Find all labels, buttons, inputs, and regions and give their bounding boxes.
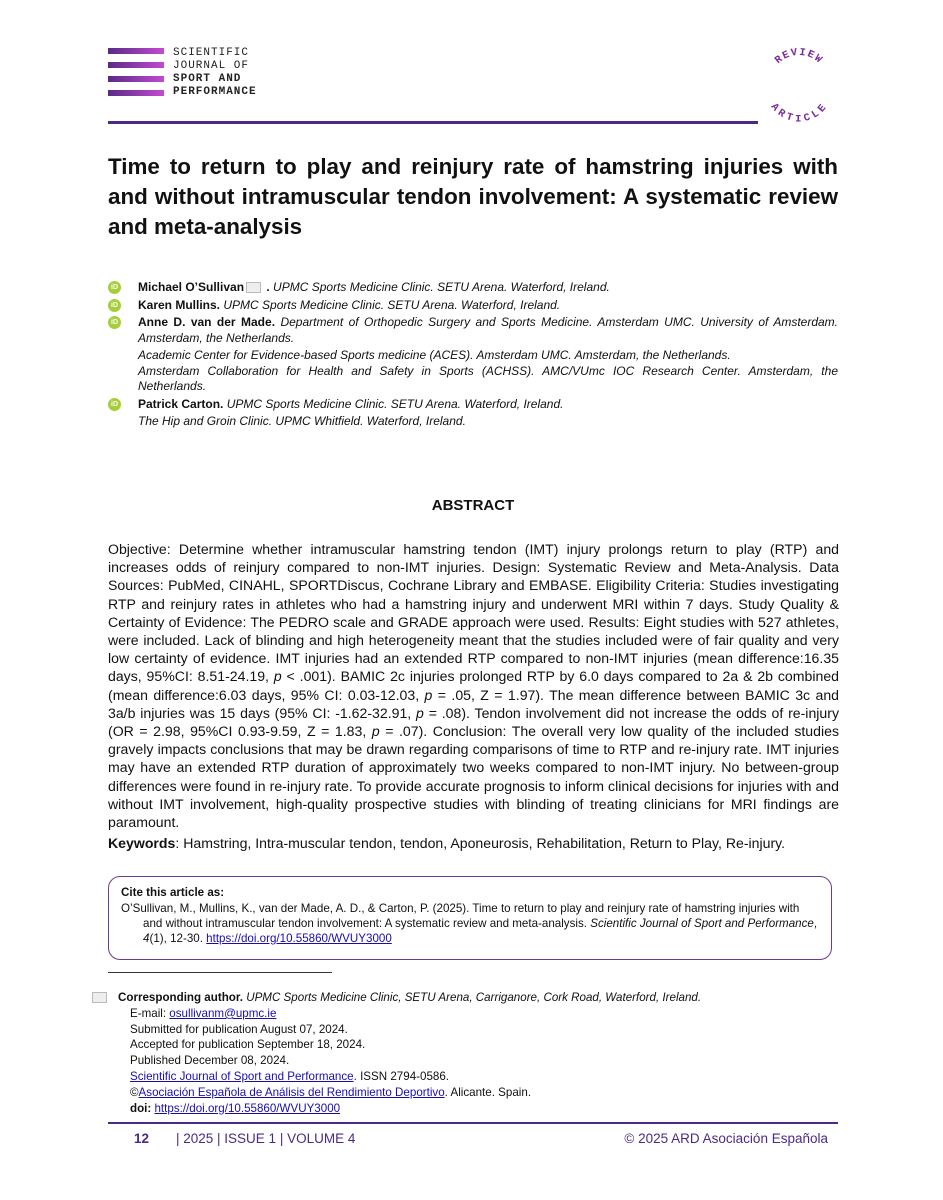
submitted-line: Submitted for publication August 07, 2024.	[130, 1022, 348, 1036]
doi-line	[108, 1101, 838, 1117]
journal-logo-bars	[108, 48, 166, 104]
logo-line-1: SCIENTIFIC	[173, 47, 250, 59]
orcid-icon[interactable]: iD	[108, 316, 121, 329]
article-title: Time to return to play and reinjury rate of hamstring injuries with and without intramuscular tendon involvement: A systematic review and meta-analysis	[108, 154, 838, 239]
cite-text	[121, 901, 819, 946]
abstract-heading: ABSTRACT	[431, 497, 515, 514]
cite-doi-link[interactable]: https://doi.org/10.55860/WVUY3000	[206, 932, 392, 945]
svg-text:REVIEW	[773, 47, 825, 67]
publisher-link[interactable]: Asociación Española de Análisis del Rendimiento Deportivo	[138, 1085, 445, 1099]
issn-line	[108, 1069, 838, 1085]
abstract-text	[108, 540, 839, 831]
page-number: 12	[134, 1131, 150, 1146]
envelope-icon	[92, 992, 107, 1003]
cite-volume: 4	[143, 932, 150, 945]
correspondence-block	[108, 990, 838, 1116]
badge-word-review: REVIEW	[772, 46, 826, 67]
svg-text:ARTICLE	[768, 101, 830, 125]
abstract-part: = .07). Conclusion: The overall very low quality of the included studies gravely impacts conclusions that may be drawn regarding comparisons of time to RTP and re-injury rate. IMT injuries may have an extended RTP duration of approximately two weeks compared to non-IMT injury. No between-group differences were found in re-injury rate. To provide accurate prognosis to inform clinical decisions for injuries with and without IMT involvement, high-quality prospective studies with blinding of treating clinicians for MRI findings are paramount.	[108, 723, 839, 831]
author-affiliation: UPMC Sports Medicine Clinic. SETU Arena. Waterford, Ireland.	[226, 396, 564, 411]
keywords-list: : Hamstring, Intra-muscular tendon, tendon, Aponeurosis, Rehabilitation, Return to Play, Re-injury.	[175, 835, 786, 851]
copyright-symbol: ©	[130, 1085, 139, 1099]
logo-line-3: SPORT AND	[173, 73, 242, 85]
publisher-place: . Alicante. Spain.	[444, 1085, 532, 1099]
author-suffix: .	[263, 280, 270, 294]
keywords-label: Keywords	[108, 835, 176, 851]
footnote-rule	[108, 972, 332, 973]
footer-copyright: © 2025 ARD Asociación Española	[624, 1131, 828, 1146]
abstract-part: < .001). BAMIC 2c injuries prolonged RTP by 6.0 days compared to 2a & 2b combined (mean difference:6.03 days, 95% CI: 0.03-12.03,	[108, 668, 839, 703]
email-line	[108, 1006, 838, 1022]
orcid-icon[interactable]: iD	[108, 281, 121, 294]
doi-link[interactable]: https://doi.org/10.55860/WVUY3000	[154, 1101, 341, 1115]
author-name: Patrick Carton.	[138, 396, 224, 411]
author-affiliation: UPMC Sports Medicine Clinic. SETU Arena. Waterford, Ireland.	[223, 297, 561, 312]
corresponding-author-line	[108, 990, 838, 1006]
author-3	[108, 315, 838, 346]
author-2	[108, 298, 838, 314]
abstract-italic: p	[424, 686, 433, 703]
badge-word-article: ARTICLE	[767, 101, 831, 126]
abstract-part: = .05, Z = 1.97). The mean difference between BAMIC 3c and 3a/b injuries was 15 days (95% CI: -1.62-32.91,	[108, 686, 839, 721]
cite-heading: Cite this article as:	[121, 886, 225, 899]
author-name: Anne D. van der Made.	[138, 315, 276, 329]
author-affiliation: UPMC Sports Medicine Clinic. SETU Arena. Waterford, Ireland.	[273, 280, 610, 294]
author-1	[108, 280, 838, 296]
logo-line-2: JOURNAL OF	[173, 60, 250, 72]
issue-info: | 2025 | ISSUE 1 | VOLUME 4	[176, 1131, 356, 1146]
author-name: Karen Mullins.	[138, 297, 221, 312]
publisher-line	[108, 1085, 838, 1101]
abstract-italic: p	[416, 704, 424, 721]
orcid-icon[interactable]: iD	[108, 299, 121, 312]
journal-logo-text	[173, 47, 257, 99]
author-affiliation: Department of Orthopedic Surgery and Sports Medicine. Amsterdam UMC. University of Amsterdam. Amsterdam, the Netherlands.	[138, 315, 838, 345]
author-affiliation-extra: Academic Center for Evidence-based Sports medicine (ACES). Amsterdam UMC. Amsterdam, the Netherlands.	[138, 348, 731, 362]
published-line: Published December 08, 2024.	[130, 1054, 290, 1068]
header-rule	[108, 121, 758, 124]
journal-link[interactable]: Scientific Journal of Sport and Performance	[130, 1069, 354, 1083]
cite-box	[108, 876, 832, 960]
issn-text: . ISSN 2794-0586.	[353, 1069, 450, 1083]
orcid-icon[interactable]: iD	[108, 398, 121, 411]
author-affiliation-extra: Amsterdam Collaboration for Health and Safety in Sports (ACHSS). AMC/VUmc IOC Research Center. Amsterdam, the Netherlands.	[138, 363, 838, 393]
email-link[interactable]: osullivanm@upmc.ie	[169, 1006, 277, 1020]
author-4	[108, 397, 838, 413]
abstract-part: = .08). Tendon involvement did not increase the odds of re-injury (OR = 2.98, 95%CI 0.93-9.59, Z = 1.83,	[108, 704, 839, 740]
author-list	[108, 280, 838, 430]
abstract-italic: p	[371, 723, 380, 740]
corresponding-label: Corresponding author.	[118, 991, 243, 1004]
accepted-line: Accepted for publication September 18, 2024.	[130, 1038, 366, 1052]
footer-rule	[108, 1122, 838, 1124]
logo-line-4: PERFORMANCE	[173, 86, 257, 98]
cite-part: ,	[813, 917, 818, 930]
doi-label: doi:	[130, 1101, 152, 1115]
keywords	[108, 834, 839, 852]
author-affiliation-extra: The Hip and Groin Clinic. UPMC Whitfield. Waterford, Ireland.	[138, 414, 466, 428]
author-name: Michael O’Sullivan	[138, 280, 245, 294]
cite-part: (1), 12-30.	[149, 932, 207, 945]
email-label: E-mail:	[130, 1006, 170, 1020]
review-article-badge	[758, 44, 840, 126]
abstract-italic: p	[273, 668, 282, 685]
abstract-part: Objective: Determine whether intramuscular hamstring tendon (IMT) injury prolongs return to play (RTP) and increases odds of reinjury compared to non-IMT injuries. Design: Systematic Review and Meta-Analysis. Data Sources: PubMed, CINAHL, SPORTDiscus, Cochrane Library and EMBASE. Eligibility Criteria: Studies investigating RTP and reinjury rates in athletes who had a hamstring injury and underwent MRI within 7 days. Study Quality & Certainty of Evidence: The PEDRO scale and GRADE approach were used. Results: Eight studies with 527 athletes, were included. Lack of blinding and high heterogeneity meant that the studies included were of fair quality and very low certainty of evidence. IMT injuries had an extended RTP compared to non-IMT injuries (mean difference:16.35 days, 95%CI: 8.51-24.19,	[108, 541, 839, 685]
corresponding-address: UPMC Sports Medicine Clinic, SETU Arena, Carriganore, Cork Road, Waterford, Ireland.	[246, 991, 702, 1004]
cite-journal: Scientific Journal of Sport and Performance	[590, 917, 814, 930]
cite-part: O’Sullivan, M., Mullins, K., van der Made, A. D., & Carton, P. (2025). Time to return to play and reinjury rate of hamstring injuries with and without intramuscular tendon involvement: A systematic review and meta-analysis.	[121, 902, 800, 930]
envelope-icon[interactable]	[246, 282, 261, 293]
